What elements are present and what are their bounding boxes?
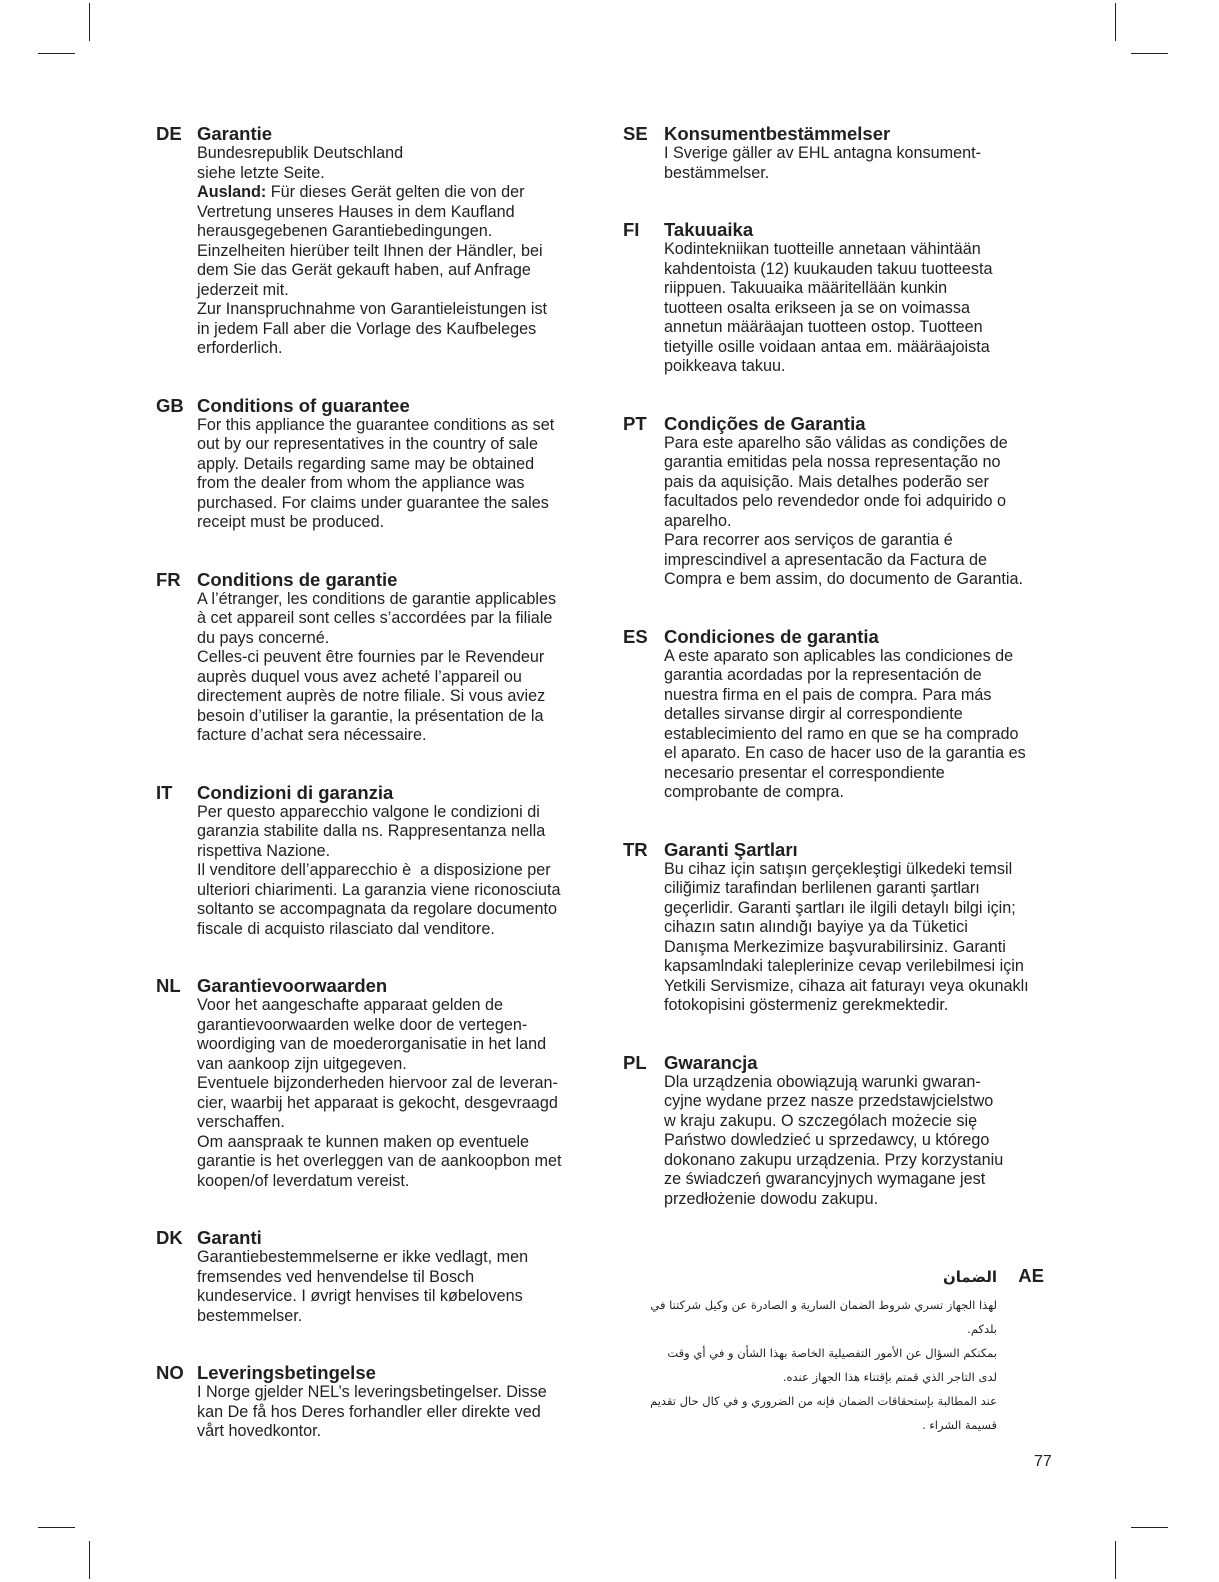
section-fi bbox=[623, 220, 1063, 377]
section-content bbox=[197, 124, 596, 359]
body-line bbox=[197, 455, 596, 475]
section-pt bbox=[623, 414, 1063, 590]
line-text: comprobante de compra. bbox=[664, 783, 844, 801]
arabic-line: لهذا الجهاز تسري شروط الضمان السارية و الصادرة عن وكيل شركتنا في bbox=[650, 1298, 997, 1312]
section-tr bbox=[623, 840, 1063, 1016]
line-text: soltanto se accompagnata da regolare documento bbox=[197, 900, 557, 918]
body-line bbox=[197, 1422, 596, 1442]
body-line bbox=[197, 1074, 596, 1094]
line-text: koopen/of leverdatum vereist. bbox=[197, 1171, 410, 1190]
line-text: dokonano zakupu urządzenia. Przy korzystaniu bbox=[664, 1150, 1004, 1169]
section-title: الضمان bbox=[942, 1268, 997, 1286]
body-line bbox=[197, 242, 596, 262]
section-title: Condizioni di garanzia bbox=[197, 781, 394, 803]
line-text: w kraju zakupu. O szczególach możecie się bbox=[664, 1111, 978, 1130]
line-text: facultados pelo revendedor onde foi adquirido o bbox=[664, 492, 1006, 510]
section-gap bbox=[623, 377, 1063, 414]
body-line bbox=[664, 899, 1063, 919]
section-code: PT bbox=[623, 412, 647, 434]
body-line bbox=[197, 648, 596, 668]
line-text: dem Sie das Gerät gekauft haben, auf Anfrage bbox=[197, 261, 531, 279]
section-code: DK bbox=[156, 1227, 183, 1248]
body-line bbox=[197, 339, 596, 359]
line-text: fotokopisini göstermeniz gerekmektedir. bbox=[664, 996, 949, 1014]
body-line bbox=[197, 1113, 596, 1133]
line-text: vårt hovedkontor. bbox=[197, 1422, 322, 1440]
line-text: Garantiebestemmelserne er ikke vedlagt, men bbox=[197, 1248, 529, 1266]
body-line bbox=[197, 1035, 596, 1055]
line-text: kapsamlndaki taleplerinize cevap verilebilmesi için bbox=[664, 957, 1024, 975]
line-text: besoin d’utiliser la garantie, la présentation de la bbox=[197, 706, 544, 725]
body-line bbox=[197, 1383, 596, 1403]
right-column bbox=[623, 124, 1063, 1209]
section-code: DE bbox=[156, 123, 182, 144]
body-line bbox=[664, 783, 1063, 803]
body-line bbox=[197, 822, 596, 842]
section-content bbox=[664, 124, 1063, 183]
body-line bbox=[197, 668, 596, 688]
section-code: SE bbox=[623, 123, 648, 144]
line-text: receipt must be produced. bbox=[197, 513, 385, 531]
body-line bbox=[664, 686, 1063, 706]
section-gap bbox=[156, 533, 596, 570]
arabic-line: بمكنكم السؤال عن الأمور التفصيلية الخاصة بهذا الشأن و في أي وقت bbox=[667, 1346, 997, 1360]
section-code: FI bbox=[623, 219, 640, 240]
line-text: detalles sirvanse dirgir al correspondiente bbox=[664, 705, 963, 723]
line-text: garanzia stabilite dalla ns. Rappresentanza nella bbox=[197, 822, 546, 840]
body-line bbox=[197, 183, 596, 203]
body-line bbox=[664, 551, 1063, 571]
line-text: garantia acordadas por la representación de bbox=[664, 666, 982, 684]
line-text: facture d’achat sera nécessaire. bbox=[197, 726, 427, 744]
body-line bbox=[197, 861, 596, 881]
section-content bbox=[197, 396, 596, 533]
section-content bbox=[664, 840, 1063, 1016]
line-text: out by our representatives in the country of sale bbox=[197, 435, 539, 453]
line-text: fiscale di acquisto rilasciato dal venditore. bbox=[197, 919, 495, 938]
body-line bbox=[664, 705, 1063, 725]
body-line bbox=[664, 299, 1063, 319]
section-gap bbox=[156, 1191, 596, 1228]
body-line bbox=[664, 725, 1063, 745]
page-number: 77 bbox=[1034, 1453, 1052, 1470]
line-text: Für dieses Gerät gelten die von der bbox=[266, 183, 525, 201]
body-line bbox=[197, 1152, 596, 1172]
line-text: Państwo dowledzieć u sprzedawcy, u którego bbox=[664, 1131, 990, 1149]
section-code: PL bbox=[623, 1051, 647, 1073]
body-line bbox=[664, 1151, 1063, 1171]
body-line bbox=[197, 281, 596, 301]
line-text: Einzelheiten hierüber teilt Ihnen der Händler, bei bbox=[197, 241, 543, 260]
line-text: Zur Inanspruchnahme von Garantieleistungen ist bbox=[197, 300, 548, 318]
section-code: AE bbox=[1018, 1265, 1044, 1286]
section-title: Conditions de garantie bbox=[197, 568, 398, 590]
line-text: Para recorrer aos serviços de garantia é bbox=[664, 531, 953, 549]
section-gap bbox=[156, 359, 596, 396]
body-line bbox=[664, 434, 1063, 454]
body-line bbox=[197, 203, 596, 223]
body-line bbox=[197, 164, 596, 184]
line-text: necesario presentar el correspondiente bbox=[664, 763, 945, 782]
section-title: Takuuaika bbox=[664, 219, 754, 240]
body-line bbox=[197, 1403, 596, 1423]
line-text: imprescindivel a apresentacão da Factura de bbox=[664, 550, 988, 569]
arabic-line: لدى التاجر الذي قمتم بإقتناء هذا الجهاز عنده. bbox=[782, 1370, 997, 1384]
line-text: ulteriori chiarimenti. La garanzia viene riconosciuta bbox=[197, 880, 561, 899]
section-code: GB bbox=[156, 394, 184, 416]
section-pl bbox=[623, 1053, 1063, 1210]
body-line bbox=[197, 803, 596, 823]
line-text: purchased. For claims under guarantee the sales bbox=[197, 493, 549, 512]
line-text: directement auprès de notre filiale. Si vous aviez bbox=[197, 687, 546, 705]
body-line bbox=[197, 707, 596, 727]
section-de bbox=[156, 124, 596, 359]
line-text: du pays concerné. bbox=[197, 628, 330, 647]
section-content bbox=[664, 627, 1063, 803]
line-text: el aparato. En caso de hacer uso de la garantia es bbox=[664, 744, 1026, 762]
crop-mark bbox=[1131, 1527, 1168, 1528]
line-text: à cet appareil sont celles s’accordées par la filiale bbox=[197, 609, 553, 627]
body-line bbox=[197, 261, 596, 281]
line-text: Per questo apparecchio valgone le condizioni di bbox=[197, 802, 540, 821]
section-no bbox=[156, 1363, 596, 1442]
section-title: Condiciones de garantia bbox=[664, 625, 879, 647]
section-code: ES bbox=[623, 625, 648, 647]
section-body bbox=[637, 1293, 997, 1437]
section-nl bbox=[156, 976, 596, 1191]
body-line bbox=[664, 996, 1063, 1016]
section-code: NL bbox=[156, 975, 181, 996]
line-text: erforderlich. bbox=[197, 339, 283, 357]
line-text: Para este aparelho são válidas as condições de bbox=[664, 433, 1008, 452]
body-line bbox=[664, 473, 1063, 493]
body-line bbox=[197, 1133, 596, 1153]
body-line bbox=[664, 260, 1063, 280]
section-gap bbox=[156, 1326, 596, 1363]
line-text: Yetkili Servismize, cihaza ait faturayı veya okunaklı bbox=[664, 976, 1029, 995]
arabic-line: عند المطالبة بإستحقاقات الضمان فإنه من الضروري و في كال حال تقديم bbox=[650, 1394, 997, 1408]
crop-mark bbox=[1115, 1541, 1116, 1579]
body-line bbox=[197, 1016, 596, 1036]
body-line bbox=[664, 531, 1063, 551]
section-gap bbox=[156, 939, 596, 976]
line-text: przedłożenie dowodu zakupu. bbox=[664, 1189, 879, 1208]
line-text: poikkeava takuu. bbox=[664, 357, 786, 375]
line-text: ze świadczeń gwarancyjnych wymagane jest bbox=[664, 1170, 986, 1188]
section-title: Leveringsbetingelse bbox=[197, 1362, 376, 1383]
section-code: TR bbox=[623, 838, 648, 860]
line-text: apply. Details regarding same may be obtained bbox=[197, 454, 535, 473]
line-text: kan De få hos Deres forhandler eller direkte ved bbox=[197, 1402, 541, 1421]
line-text: cier, waarbij het apparaat is gekocht, desgevraagd bbox=[197, 1093, 558, 1112]
line-text: Kodintekniikan tuotteille annetaan vähintään bbox=[664, 240, 981, 258]
body-line bbox=[664, 318, 1063, 338]
crop-mark bbox=[89, 1541, 90, 1579]
body-line bbox=[197, 842, 596, 862]
line-text: Celles-ci peuvent être fournies par le Revendeur bbox=[197, 648, 545, 666]
arabic-line: قسيمة الشراء . bbox=[922, 1418, 997, 1432]
line-text: riippuen. Takuuaika määritellään kunkin bbox=[664, 279, 948, 297]
section-gb bbox=[156, 396, 596, 533]
bold-label: Ausland: bbox=[197, 183, 267, 201]
section-it bbox=[156, 783, 596, 940]
crop-mark bbox=[38, 1527, 75, 1528]
line-text: Danışma Merkezimize başvurabilirsiniz. Garanti bbox=[664, 937, 1006, 956]
body-line bbox=[664, 512, 1063, 532]
body-line bbox=[197, 494, 596, 514]
crop-mark bbox=[1115, 3, 1116, 41]
crop-mark bbox=[89, 3, 90, 41]
line-text: Vertretung unseres Hauses in dem Kaufland bbox=[197, 202, 515, 221]
section-code: NO bbox=[156, 1362, 184, 1383]
section-gap bbox=[156, 746, 596, 783]
section-es bbox=[623, 627, 1063, 803]
body-line bbox=[197, 629, 596, 649]
section-title: Konsumentbestämmelser bbox=[664, 123, 891, 144]
section-gap bbox=[623, 183, 1063, 220]
body-line bbox=[664, 879, 1063, 899]
line-text: rispettiva Nazione. bbox=[197, 841, 331, 860]
body-line bbox=[664, 338, 1063, 358]
body-line bbox=[664, 279, 1063, 299]
line-text: herausgegebenen Garantiebedingungen. bbox=[197, 222, 493, 240]
body-line bbox=[664, 938, 1063, 958]
body-line bbox=[197, 513, 596, 533]
line-text: geçerlidir. Garanti şartları ile ilgili detaylı bilgi için; bbox=[664, 898, 1016, 917]
body-line bbox=[664, 918, 1063, 938]
body-line bbox=[664, 357, 1063, 377]
line-text: A este aparato son aplicables las condiciones de bbox=[664, 646, 1014, 665]
line-text: kundeservice. I øvrigt henvises til købelovens bbox=[197, 1287, 523, 1305]
line-text: kahdentoista (12) kuukauden takuu tuotteesta bbox=[664, 259, 993, 278]
line-text: cihazın satın alındığı bayiye ya da Tüketici bbox=[664, 918, 968, 936]
body-line bbox=[664, 144, 1063, 164]
body-line bbox=[197, 144, 596, 164]
section-gap bbox=[623, 1016, 1063, 1053]
line-text: nuestra firma en el pais de compra. Para más bbox=[664, 685, 992, 704]
line-text: Bu cihaz için satışın gerçekleştigi ülkedeki temsil bbox=[664, 859, 1013, 878]
section-content bbox=[197, 1228, 596, 1326]
line-text: garantievoorwaarden welke door de vertegen- bbox=[197, 1015, 528, 1034]
line-text: annetun määräajan tuotteen ostop. Tuotteen bbox=[664, 318, 983, 336]
body-line bbox=[664, 1112, 1063, 1132]
line-text: Om aanspraak te kunnen maken op eventuele bbox=[197, 1132, 530, 1151]
section-fr bbox=[156, 570, 596, 746]
section-content bbox=[197, 976, 596, 1191]
line-text: bestemmelser. bbox=[197, 1306, 303, 1325]
body-line bbox=[197, 416, 596, 436]
body-line bbox=[197, 726, 596, 746]
body-line bbox=[197, 881, 596, 901]
line-text: auprès duquel vous avez acheté l’appareil ou bbox=[197, 667, 522, 686]
section-title: Gwarancja bbox=[664, 1051, 758, 1073]
body-line bbox=[197, 996, 596, 1016]
section-content bbox=[664, 414, 1063, 590]
line-text: I Norge gjelder NEL’s leveringsbetingelser. Disse bbox=[197, 1383, 547, 1401]
body-line bbox=[197, 300, 596, 320]
body-line bbox=[197, 474, 596, 494]
body-line bbox=[197, 1172, 596, 1192]
body-line bbox=[197, 920, 596, 940]
crop-mark bbox=[38, 53, 75, 54]
body-line bbox=[197, 1268, 596, 1288]
section-title: Garanti bbox=[197, 1227, 262, 1248]
section-gap bbox=[623, 803, 1063, 840]
line-text: siehe letzte Seite. bbox=[197, 163, 325, 182]
body-line bbox=[664, 1170, 1063, 1190]
section-content bbox=[197, 570, 596, 746]
body-line bbox=[664, 1092, 1063, 1112]
line-text: For this appliance the guarantee conditions as set bbox=[197, 415, 555, 434]
section-se bbox=[623, 124, 1063, 183]
body-line bbox=[664, 957, 1063, 977]
body-line bbox=[664, 666, 1063, 686]
line-text: A l’étranger, les conditions de garantie applicables bbox=[197, 589, 557, 608]
section-title: Garantievoorwaarden bbox=[197, 975, 388, 996]
body-line bbox=[197, 1287, 596, 1307]
line-text: from the dealer from whom the appliance was bbox=[197, 474, 525, 492]
line-text: establecimiento del ramo en que se ha comprado bbox=[664, 724, 1019, 743]
line-text: van aankoop zijn uitgegeven. bbox=[197, 1054, 407, 1073]
line-text: I Sverige gäller av EHL antagna konsument- bbox=[664, 144, 982, 162]
body-line bbox=[664, 240, 1063, 260]
line-text: pais da aquisição. Mais detalhes poderão ser bbox=[664, 472, 989, 491]
section-title: Garantie bbox=[197, 123, 273, 144]
line-text: Il venditore dell’apparecchio è a disposizione per bbox=[197, 861, 551, 879]
section-content bbox=[664, 220, 1063, 377]
line-text: garantie is het overleggen van de aankoopbon met bbox=[197, 1152, 562, 1170]
body-line bbox=[664, 1131, 1063, 1151]
section-content bbox=[197, 1363, 596, 1442]
section-dk bbox=[156, 1228, 596, 1326]
line-text: Dla urządzenia obowiązują warunki gwaran- bbox=[664, 1072, 981, 1091]
line-text: bestämmelser. bbox=[664, 163, 770, 182]
body-line bbox=[664, 647, 1063, 667]
line-text: woordiging van de moederorganisatie in het land bbox=[197, 1035, 547, 1053]
body-line bbox=[197, 1094, 596, 1114]
line-text: Bundesrepublik Deutschland bbox=[197, 144, 404, 162]
line-text: fremsendes ved henvendelse til Bosch bbox=[197, 1267, 475, 1286]
crop-mark bbox=[1131, 53, 1168, 54]
line-text: Voor het aangeschafte apparaat gelden de bbox=[197, 996, 504, 1014]
body-line bbox=[664, 977, 1063, 997]
body-line bbox=[197, 1248, 596, 1268]
line-text: Compra e bem assim, do documento de Garantia. bbox=[664, 570, 1024, 588]
body-line bbox=[664, 744, 1063, 764]
section-code: IT bbox=[156, 781, 173, 803]
line-text: aparelho. bbox=[664, 511, 732, 530]
body-line bbox=[664, 164, 1063, 184]
line-text: tuotteen osalta erikseen ja se on voimassa bbox=[664, 298, 970, 317]
body-line bbox=[197, 609, 596, 629]
line-text: tietyille osille voidaan antaa em. määräajoista bbox=[664, 337, 990, 356]
section-code: FR bbox=[156, 568, 181, 590]
line-text: in jedem Fall aber die Vorlage des Kaufbeleges bbox=[197, 319, 537, 338]
section-title: Garanti Şartları bbox=[664, 838, 798, 860]
section-content bbox=[664, 1053, 1063, 1210]
line-text: cyjne wydane przez nasze przedstawjcielstwo bbox=[664, 1092, 994, 1110]
body-line bbox=[664, 1190, 1063, 1210]
body-line bbox=[197, 320, 596, 340]
body-line bbox=[197, 222, 596, 242]
line-text: garantia emitidas pela nossa representação no bbox=[664, 453, 1001, 471]
body-line bbox=[664, 453, 1063, 473]
line-text: verschaffen. bbox=[197, 1113, 285, 1131]
section-title: Condições de Garantia bbox=[664, 412, 866, 434]
body-line bbox=[664, 1073, 1063, 1093]
line-text: ciliğimiz tarafindan berlilenen garanti şartları bbox=[664, 879, 980, 897]
body-line bbox=[664, 860, 1063, 880]
body-line bbox=[197, 900, 596, 920]
body-line bbox=[664, 492, 1063, 512]
body-line bbox=[664, 570, 1063, 590]
body-line bbox=[197, 687, 596, 707]
left-column bbox=[156, 124, 596, 1442]
line-text: jederzeit mit. bbox=[197, 280, 289, 299]
body-line bbox=[197, 435, 596, 455]
section-title: Conditions of guarantee bbox=[197, 394, 410, 416]
line-text: Eventuele bijzonderheden hiervoor zal de leveran- bbox=[197, 1074, 558, 1092]
body-line bbox=[664, 764, 1063, 784]
section-gap bbox=[623, 590, 1063, 627]
section-content bbox=[197, 783, 596, 940]
body-line bbox=[197, 1055, 596, 1075]
arabic-line: بلدكم. bbox=[967, 1322, 997, 1336]
body-line bbox=[197, 1307, 596, 1327]
body-line bbox=[197, 590, 596, 610]
